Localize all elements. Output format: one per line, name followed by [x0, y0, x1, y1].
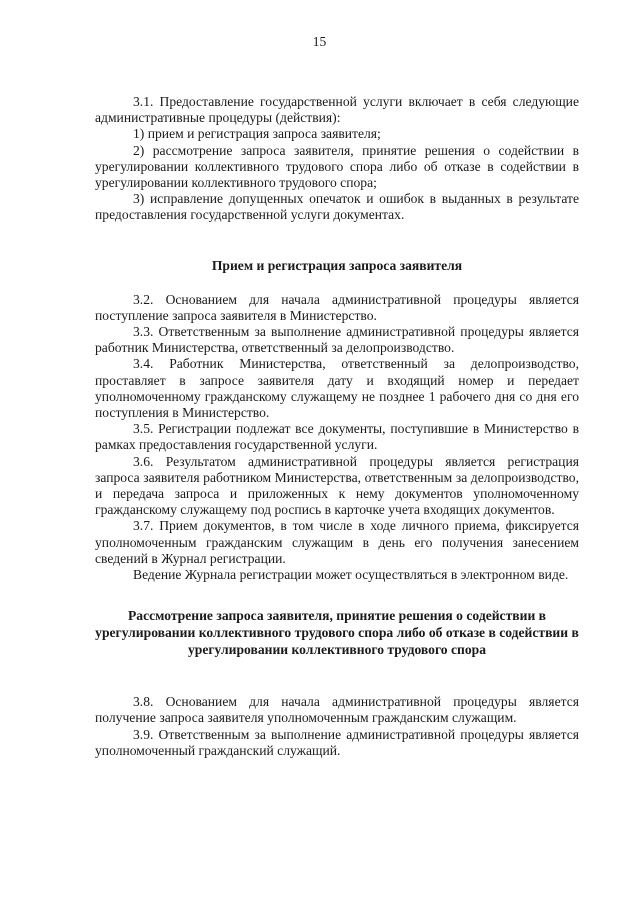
page-number: 15	[312, 34, 327, 49]
document-body	[95, 94, 579, 759]
list-item-2: 2) рассмотрение запроса заявителя, принятие решения о содействии в урегулировании коллективного трудового спора либо об отказе в содействии в урегулировании коллективного трудового спора;	[95, 142, 579, 191]
paragraph-3-2: 3.2. Основанием для начала административной процедуры является поступление запроса заявителя в Министерство.	[95, 291, 579, 323]
paragraph-3-4: 3.4. Работник Министерства, ответственный за делопроизводство, проставляет в запросе заявителя дату и входящий номер и передает уполномоченному гражданскому служащему не позднее 1 рабочего дня со дня его поступления в Министерство.	[95, 356, 579, 421]
section-procedures-list	[95, 94, 579, 224]
section-consideration	[95, 694, 579, 759]
paragraph-journal: Ведение Журнала регистрации может осуществляться в электронном виде.	[133, 567, 569, 583]
paragraph-3-6: 3.6. Результатом административной процедуры является регистрация запроса заявителя работником Министерства, ответственным за делопроизводство, и передача запроса и приложенных к нему документов уполномоченному гражданскому служащему под роспись в карточке учета входящих документов.	[95, 453, 579, 518]
section-heading-reception: Прием и регистрация запроса заявителя	[211, 257, 463, 273]
paragraph-3-8: 3.8. Основанием для начала административной процедуры является получение запроса заявителя уполномоченным гражданским служащим.	[95, 694, 579, 726]
list-item-3: 3) исправление допущенных опечаток и ошибок в выданных в результате предоставления государственной услуги документах.	[95, 191, 579, 223]
paragraph-3-7: 3.7. Прием документов, в том числе в ходе личного приема, фиксируется уполномоченным гражданским служащим в день его получения занесением сведений в Журнал регистрации.	[95, 518, 579, 566]
paragraph-3-9: 3.9. Ответственным за выполнение административной процедуры является уполномоченный гражданский служащий.	[95, 726, 579, 758]
paragraph-3-3: 3.3. Ответственным за выполнение административной процедуры является работник Министерства, ответственный за делопроизводство.	[95, 324, 579, 356]
section-heading-consideration: Рассмотрение запроса заявителя, принятие решения о содействии в урегулировании коллективного трудового спора либо об отказе в содействии в урегулировании коллективного трудового спора	[95, 608, 579, 658]
section-reception	[95, 292, 579, 584]
list-item-1: 1) прием и регистрация запроса заявителя;	[133, 126, 381, 142]
paragraph-3-5: 3.5. Регистрации подлежат все документы, поступившие в Министерство в рамках предоставления государственной услуги.	[95, 421, 579, 453]
paragraph-3-1: 3.1. Предоставление государственной услуги включает в себя следующие административные процедуры (действия):	[95, 94, 579, 126]
